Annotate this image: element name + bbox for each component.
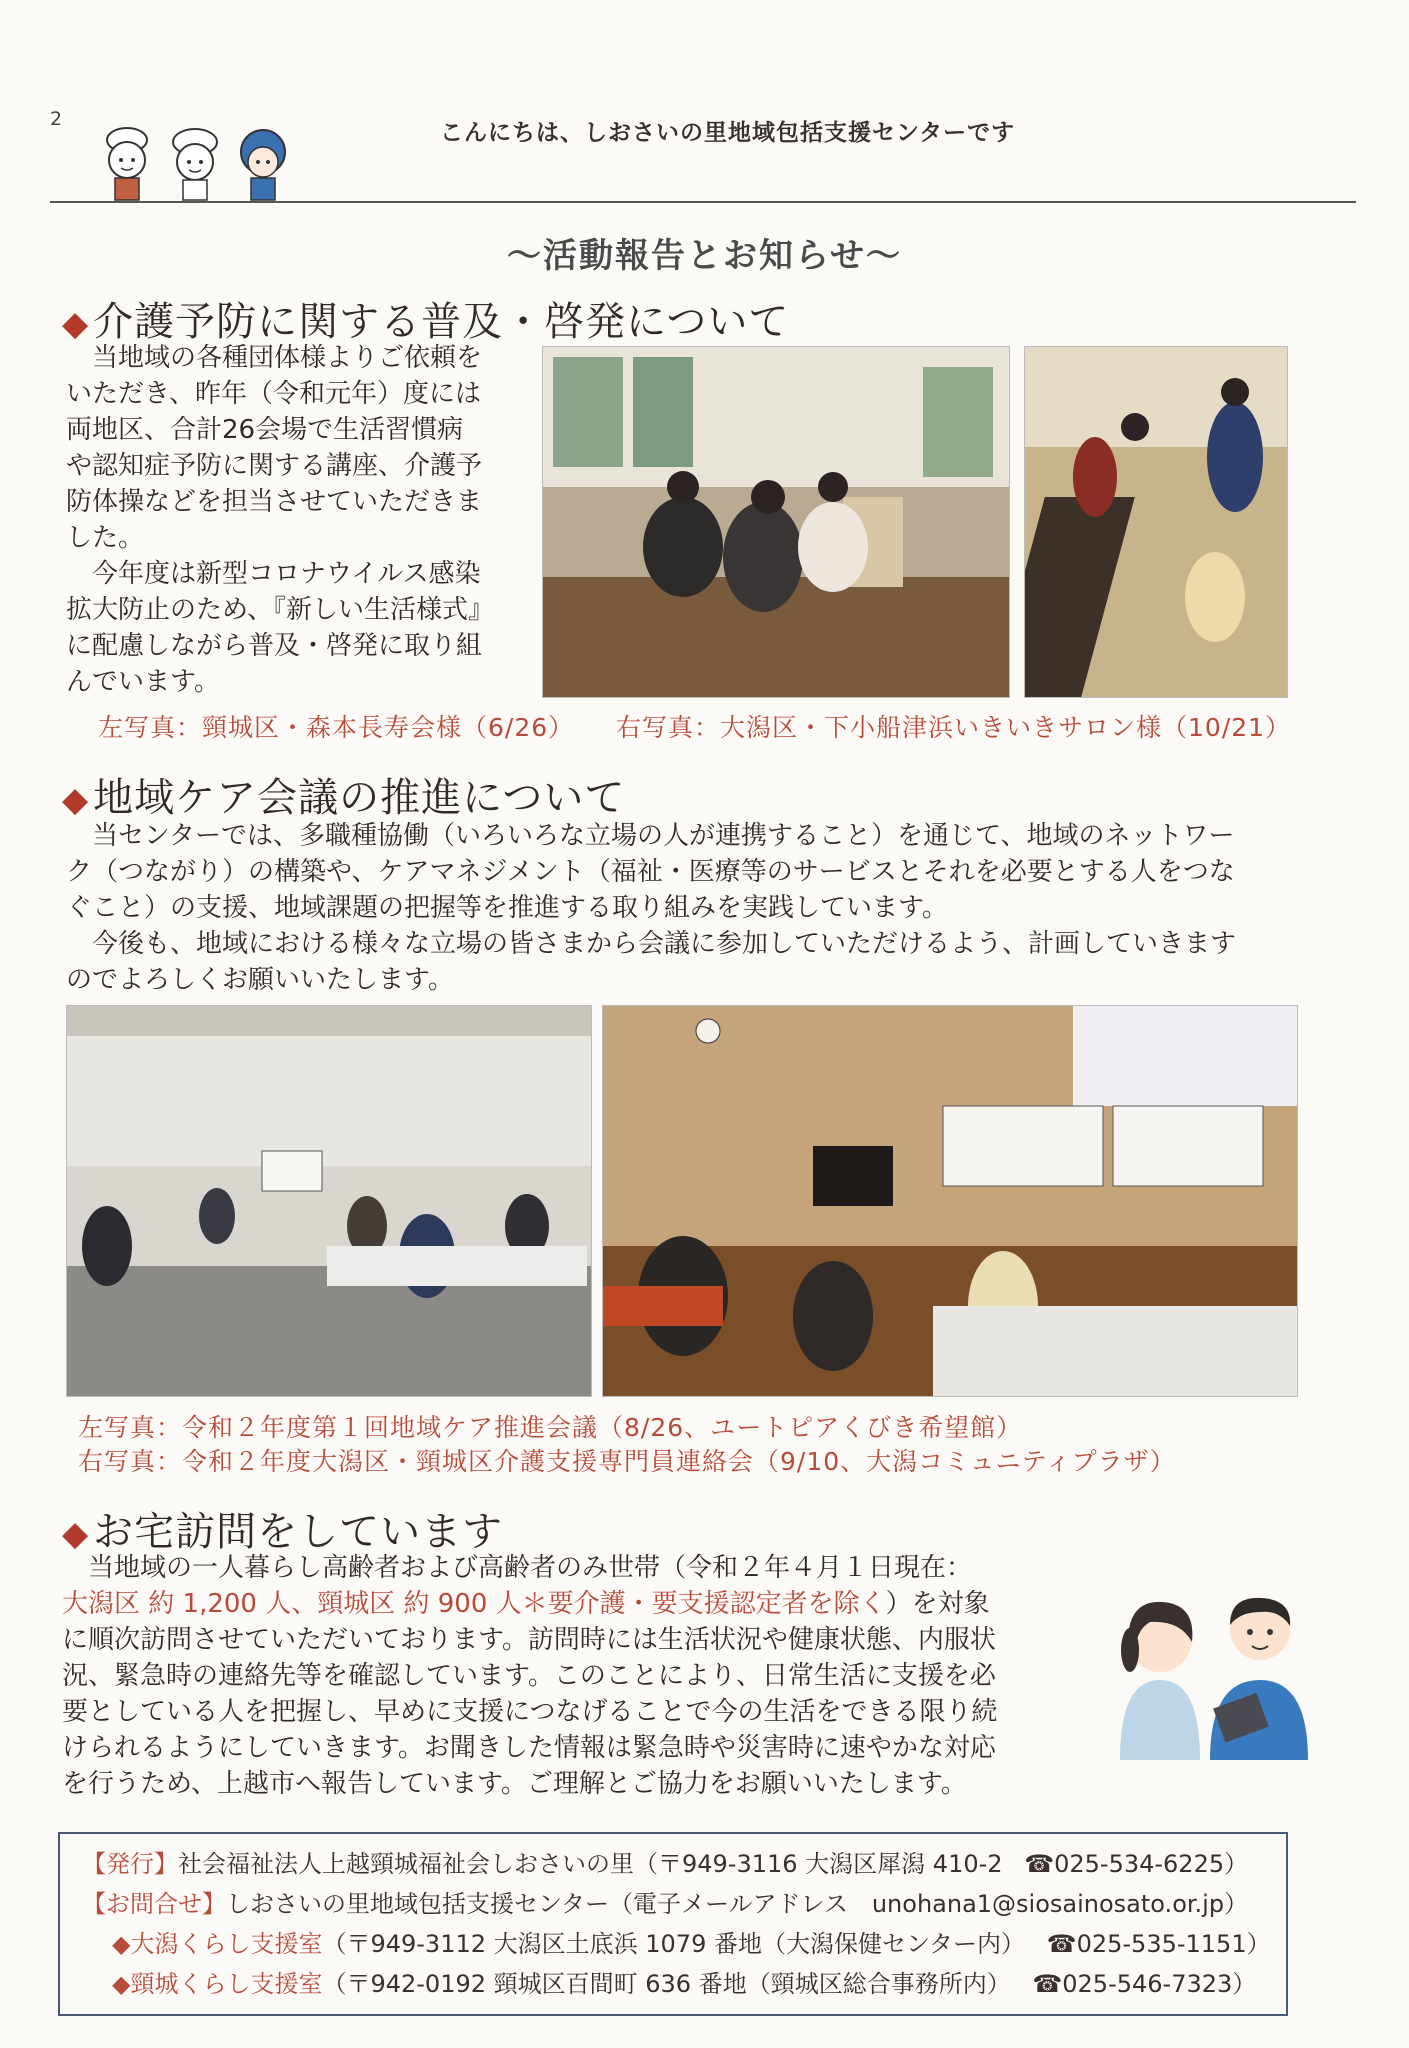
section2-line: のでよろしくお願いいたします。 [66,965,454,995]
staff-man [1210,1598,1308,1760]
section2-body [66,818,1326,998]
section3-line: 況、緊急時の連絡先等を確認しています。このことにより、日常生活に支援を必 [62,1661,996,1691]
diamond-bullet-icon: ◆ [62,1514,90,1554]
office2-address: （〒942-0192 頸城区百間町 636 番地（頸城区総合事務所内） [322,1970,1011,1998]
mascot-nurse [241,130,285,200]
section1-line: 防体操などを担当させていただきま [66,487,483,517]
diamond-bullet-icon: ◆ [62,304,90,344]
publisher-line [82,1844,1248,1879]
section1-line: 今年度は新型コロナウイルス感染 [92,559,481,589]
publisher-tel: 025-534-6225） [1054,1850,1249,1878]
section2-line: ク（つながり）の構築や、ケアマネジメント（福祉・医療等のサービスとそれを必要とする人をつな [66,857,1235,887]
section2-heading-text: 地域ケア会議の推進について [93,775,626,821]
section2-line: 今後も、地域における様々な立場の皆さまから会議に参加していただけるよう、計画していきます [92,929,1237,959]
section1-line: や認知症予防に関する講座、介護予 [66,451,483,481]
section2-line: 当センターでは、多職種協働（いろいろな立場の人が連携すること）を通じて、地域のネットワー [92,821,1235,851]
photo-lecture-morimoto [542,346,1010,698]
section3-line: 要としている人を把握し、早めに支援につなげることで今の生活をできる限り続 [62,1697,998,1727]
section1-line: 当地域の各種団体様よりご依頼を [92,343,483,373]
section3-heading [62,1500,503,1557]
header-divider [50,201,1356,203]
section3-highlight: 大潟区 約 1,200 人、頸城区 約 900 人＊要介護・要支援認定者を除く [62,1589,886,1619]
office1-line [112,1924,1271,1959]
section3-line [62,1586,1082,1622]
phone-icon: ☎ [1046,1930,1077,1958]
office2-name: 頸城くらし支援室 [130,1970,323,1998]
section1-line: した。 [66,523,145,553]
diamond-bullet-icon: ◆ [62,780,90,820]
section3-line: を行うため、上越市へ報告しています。ご理解とご協力をお願いいたします。 [62,1769,967,1799]
publisher-text: 社会福祉法人上越頸城福祉会しおさいの里（〒949-3116 大潟区犀潟 410-2 [178,1850,1003,1878]
office2-tel: 025-546-7323） [1062,1970,1257,1998]
section1-line: 拡大防止のため、『新しい生活様式』 [66,595,494,625]
inquiry-line [82,1884,1248,1919]
section3-line: けられるようにしていきます。お聞きした情報は緊急時や災害時に速やかな対応 [62,1733,996,1763]
inquiry-label: 【お問合せ】 [82,1890,226,1918]
section1-caption-right: 右写真：大潟区・下小船津浜いきいきサロン様（10/21） [616,713,1292,742]
section2-heading [62,766,625,823]
section1-heading [62,290,789,347]
photo-care-promotion-meeting [66,1005,592,1397]
diamond-bullet-icon: ◆ [112,1930,131,1958]
diamond-bullet-icon: ◆ [112,1970,131,1998]
main-title: ～活動報告とお知らせ～ [507,236,902,276]
section1-line: に配慮しながら普及・啓発に取り組 [66,631,483,661]
header-title: こんにちは、しおさいの里地域包括支援センターです [440,120,1016,146]
section3-line2-rest: ）を対象 [885,1589,990,1619]
phone-icon: ☎ [1024,1850,1055,1878]
inquiry-text[interactable]: しおさいの里地域包括支援センター（電子メールアドレス unohana1@siosainosato.or.jp） [226,1890,1249,1918]
office1-address: （〒949-3112 大潟区土底浜 1079 番地（大潟保健センター内） [322,1930,1026,1958]
office2-line [112,1964,1256,1999]
section3-line: に順次訪問させていただいております。訪問時には生活状況や健康状態、内服状 [62,1625,996,1655]
contact-box [58,1832,1288,2016]
section2-line: ぐこと）の支援、地域課題の把握等を推進する取り組みを実践しています。 [66,893,948,923]
mascot-characters-illustration [95,118,315,208]
mascot-chef-2 [173,129,217,200]
section3-heading-text: お宅訪問をしています [93,1509,504,1555]
office1-tel: 025-535-1151） [1076,1930,1271,1958]
section1-body [66,340,526,700]
section3-body [62,1550,1082,1802]
office1-name: 大潟くらし支援室 [130,1930,323,1958]
section1-line: いただき、昨年（令和元年）度には [66,379,481,409]
phone-icon: ☎ [1032,1970,1063,1998]
section3-line: 当地域の一人暮らし高齢者および高齢者のみ世帯（令和２年４月１日現在： [88,1553,973,1583]
section1-line: 両地区、合計26会場で生活習慣病 [66,415,464,445]
photo-salon-shimokobunatsu [1024,346,1288,698]
section1-line: んでいます。 [66,667,220,697]
section2-caption-right: 右写真：令和２年度大潟区・頸城区介護支援専門員連絡会（9/10、大潟コミュニティプラザ） [78,1447,1176,1476]
publisher-label: 【発行】 [82,1850,178,1878]
home-visit-illustration [1100,1570,1310,1760]
photo-care-manager-meeting [602,1005,1298,1397]
mascot-chef-1 [107,128,147,200]
section1-caption-left: 左写真：頸城区・森本長寿会様（6/26） [98,713,575,742]
section1-heading-text: 介護予防に関する普及・啓発について [93,299,790,345]
visitor-woman [1120,1602,1200,1760]
section2-caption-left: 左写真：令和２年度第１回地域ケア推進会議（8/26、ユートピアくびき希望館） [78,1413,1023,1442]
page-number: 2 [50,108,63,130]
